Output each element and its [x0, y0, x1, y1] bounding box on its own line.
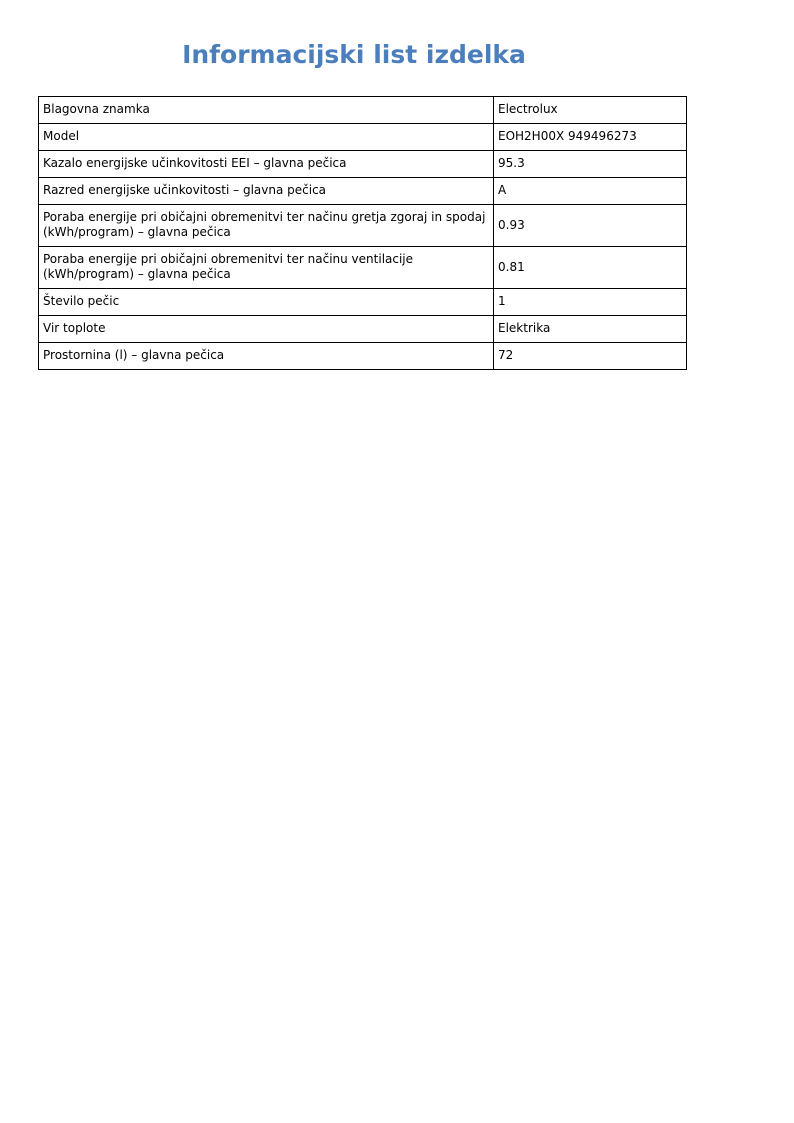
- spec-label: Model: [39, 124, 494, 151]
- table-row: [39, 124, 687, 151]
- spec-label: Blagovna znamka: [39, 97, 494, 124]
- table-row: [39, 178, 687, 205]
- table-row: [39, 151, 687, 178]
- spec-value: 0.93: [494, 205, 687, 247]
- spec-value: 72: [494, 343, 687, 370]
- spec-value: Elektrika: [494, 316, 687, 343]
- spec-label: Prostornina (l) – glavna pečica: [39, 343, 494, 370]
- spec-value: EOH2H00X 949496273: [494, 124, 687, 151]
- page-title: Informacijski list izdelka: [182, 40, 526, 69]
- table-row: [39, 289, 687, 316]
- spec-label: Kazalo energijske učinkovitosti EEI – glavna pečica: [39, 151, 494, 178]
- table-row: [39, 205, 687, 247]
- table-row: [39, 316, 687, 343]
- spec-value: A: [494, 178, 687, 205]
- spec-label: Razred energijske učinkovitosti – glavna pečica: [39, 178, 494, 205]
- spec-label: Število pečic: [39, 289, 494, 316]
- spec-label: Poraba energije pri običajni obremenitvi ter načinu gretja zgoraj in spodaj (kWh/program) – glavna pečica: [39, 205, 494, 247]
- spec-value: 0.81: [494, 247, 687, 289]
- product-spec-table: [38, 96, 687, 370]
- table-row: [39, 247, 687, 289]
- spec-value: Electrolux: [494, 97, 687, 124]
- table-row: [39, 343, 687, 370]
- spec-label: Poraba energije pri običajni obremenitvi ter načinu ventilacije (kWh/program) – glavna pečica: [39, 247, 494, 289]
- spec-value: 95.3: [494, 151, 687, 178]
- spec-label: Vir toplote: [39, 316, 494, 343]
- spec-value: 1: [494, 289, 687, 316]
- table-row: [39, 97, 687, 124]
